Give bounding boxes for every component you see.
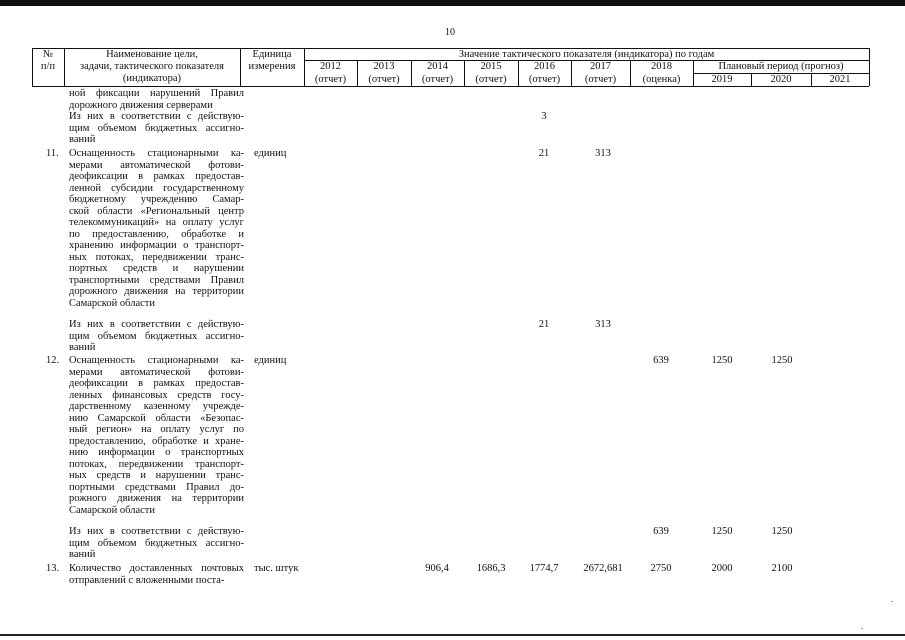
row-indicator-name [69, 355, 244, 516]
header-year: 2012 [320, 61, 341, 72]
header-plan-year: 2021 [829, 74, 851, 85]
bottom-border [0, 634, 905, 636]
top-border [0, 0, 905, 6]
row-unit: тыс. штук [254, 563, 299, 574]
value-cell-2018: 639 [653, 355, 669, 366]
indicator-name-line: ленной субсидии государственному [69, 182, 244, 194]
indicator-name-line: отправлений с вложенными поста- [69, 574, 225, 586]
scan-speck [861, 628, 863, 629]
value-cell-2016: 21 [538, 148, 550, 159]
indicator-name-line: потоках, передвижении транспорт- [69, 458, 244, 470]
indicator-name-line: хранению информации о транспорт- [69, 240, 244, 251]
indicator-name-line: транспортными средствами Правил [69, 274, 244, 286]
value-cell-2014: 906,4 [425, 563, 449, 574]
row-indicator-name [69, 148, 244, 309]
value-cell-2016: 3 [541, 111, 547, 122]
row-indicator-name [69, 563, 244, 586]
header-name-line2: задачи, тактического показателя [79, 61, 225, 72]
indicator-name-line: предоставлению, обработке и хране- [69, 435, 244, 447]
header-year: 2018 [651, 61, 672, 72]
header-year-sub: (оценка) [642, 74, 681, 85]
indicator-name-line: ной фиксации нарушений Правил [69, 88, 244, 99]
indicator-name-line: дарственному казенному учрежде- [69, 401, 244, 412]
value-cell-2018: 2750 [650, 563, 672, 574]
header-plan-year: 2020 [770, 74, 792, 85]
indicator-name-line: Оснащенность стационарными ка- [69, 148, 244, 159]
header-year: 2014 [427, 61, 448, 72]
indicator-name-line: ваний [69, 134, 96, 145]
indicator-name-line: ных средств и нарушении транс- [69, 470, 244, 481]
page-number: 10 [445, 27, 455, 38]
indicator-name-line: по предоставлению, обработке и [69, 228, 244, 240]
header-plan-year: 2019 [711, 74, 733, 85]
indicator-name-line: Из них в соответствии с действую- [69, 526, 244, 537]
row-indicator-name [69, 88, 244, 111]
value-cell-2016: 1774,7 [529, 563, 559, 574]
row-unit: единиц [254, 355, 287, 366]
indicator-name-line: ваний [69, 342, 96, 353]
value-cell-2017: 2672,681 [583, 563, 623, 574]
header-num-line1: № [42, 49, 54, 60]
indicator-name-line: ской области «Региональный центр [69, 205, 244, 217]
indicator-name-line: портными средствами Правил до- [69, 481, 244, 493]
header-year: 2015 [480, 61, 502, 72]
row-indicator-name [69, 111, 244, 146]
indicator-name-line: телекоммуникаций» на оплату услуг [69, 217, 244, 228]
header-name-line3: (индикатора) [122, 73, 182, 84]
value-cell-2016: 21 [538, 319, 550, 330]
row-number: 13. [46, 563, 60, 574]
header-year: 2013 [373, 61, 395, 72]
header-plan-title: Плановый период (прогноз) [718, 61, 844, 72]
indicator-name-line: Из них в соответствии с действую- [69, 319, 244, 330]
value-cell-2017: 313 [595, 148, 611, 159]
indicator-name-line: нию информации о транспортных [69, 447, 244, 458]
value-cell-2020: 2100 [771, 563, 793, 574]
row-unit: единиц [254, 148, 287, 159]
indicator-name-line: ленных финансовых средств госу- [69, 389, 244, 401]
indicator-name-line: щим объемом бюджетных ассигно- [69, 122, 244, 134]
row-number: 12. [46, 355, 60, 366]
indicator-name-line: ваний [69, 549, 96, 560]
scan-speck [891, 601, 893, 602]
indicator-name-line: Оснащенность стационарными ка- [69, 355, 244, 366]
indicator-name-line: Из них в соответствии с действую- [69, 111, 244, 122]
value-cell-2018: 639 [653, 526, 669, 537]
indicator-name-line: щим объемом бюджетных ассигно- [69, 330, 244, 342]
value-cell-2015: 1686,3 [476, 563, 506, 574]
header-unit-line2: измерения [248, 61, 296, 72]
indicator-name-line: Самарской области [69, 297, 155, 309]
indicator-name-line: ных потоках, передвижении транс- [69, 251, 244, 263]
indicator-name-line: ный регион» на оплату услуг по [69, 424, 244, 435]
indicator-name-line: дорожного движения серверами [69, 99, 213, 111]
indicator-name-line: Количество доставленных почтовых [69, 563, 244, 574]
indicator-name-line: Самарской области [69, 504, 155, 516]
value-cell-2017: 313 [595, 319, 611, 330]
indicator-name-line: щим объемом бюджетных ассигно- [69, 537, 244, 549]
row-indicator-name [69, 319, 244, 354]
indicator-name-line: бюджетному учреждению Самар- [69, 194, 244, 205]
header-year-sub: (отчет) [368, 74, 400, 85]
value-cell-2019: 2000 [711, 563, 733, 574]
indicator-name-line: нию Самарской области «Безопас- [69, 412, 244, 424]
header-year: 2017 [590, 61, 611, 72]
header-num-line2: п/п [40, 61, 56, 72]
value-cell-2020: 1250 [771, 355, 793, 366]
indicator-name-line: рожного движения на территории [69, 493, 244, 504]
row-number: 11. [46, 148, 59, 159]
indicator-name-line: портных средств и нарушении [69, 263, 244, 274]
row-indicator-name [69, 526, 244, 561]
header-year: 2016 [534, 61, 555, 72]
indicator-name-line: деофиксации в рамках предостав- [69, 378, 244, 389]
indicator-name-line: дорожного движения на территории [69, 286, 244, 297]
header-year-sub: (отчет) [314, 74, 347, 85]
header-year-sub: (отчет) [528, 74, 561, 85]
value-cell-2019: 1250 [711, 526, 733, 537]
value-cell-2020: 1250 [771, 526, 793, 537]
header-values-title: Значение тактического показателя (индикатора) по годам [458, 49, 715, 60]
header-unit-line1: Единица [252, 49, 292, 60]
indicator-name-line: мерами автоматической фотови- [69, 366, 244, 378]
header-year-sub: (отчет) [475, 74, 507, 85]
header-bottom-rule [32, 86, 869, 87]
header-col-divider [869, 48, 870, 86]
header-name-line1: Наименование цели, [106, 49, 198, 60]
value-cell-2019: 1250 [711, 355, 733, 366]
indicator-name-line: деофиксации в рамках предостав- [69, 171, 244, 182]
header-year-sub: (отчет) [421, 74, 454, 85]
header-year-sub: (отчет) [584, 74, 617, 85]
indicator-name-line: мерами автоматической фотови- [69, 159, 244, 171]
